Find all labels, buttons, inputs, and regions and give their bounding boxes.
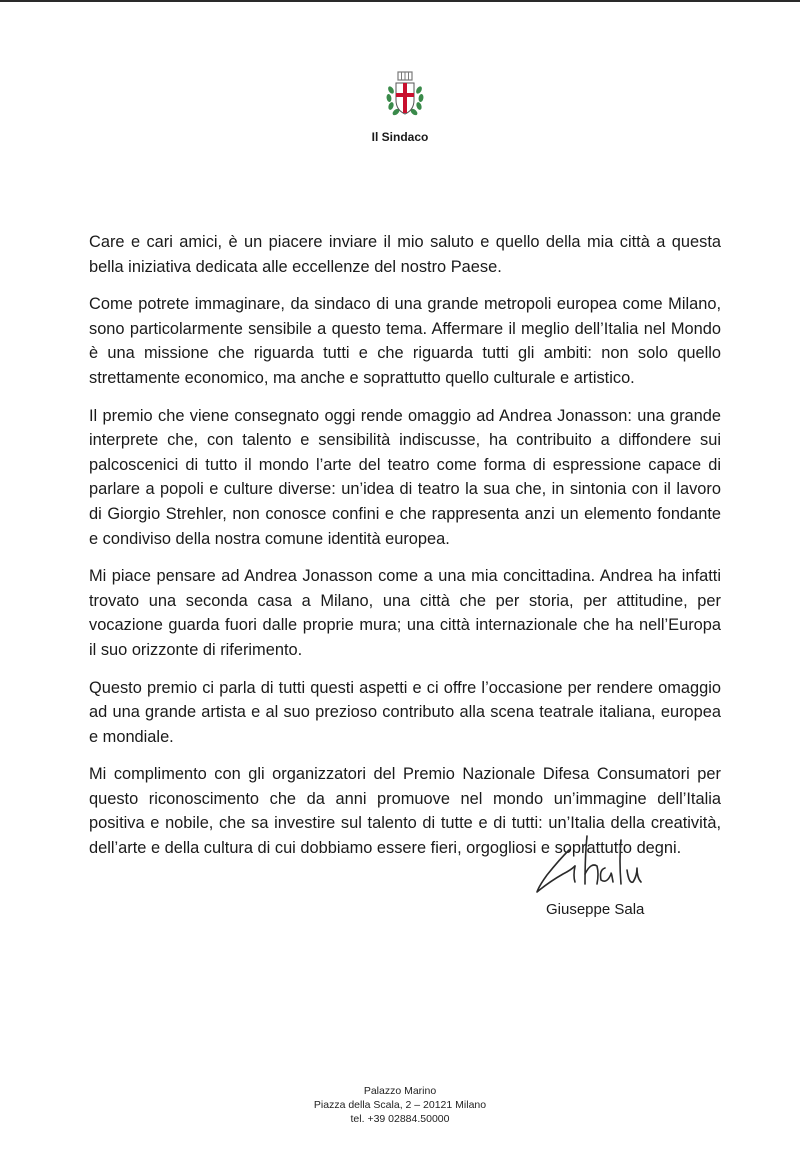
crown-icon [398,72,412,80]
paragraph: Care e cari amici, è un piacere inviare il mio saluto e quello della mia città a questa bella iniziativa dedicata alle eccellenze del nostro Paese. [89,233,721,276]
milan-coat-of-arms-icon [382,70,428,120]
paragraph: Questo premio ci parla di tutti questi aspetti e ci offre l’occasione per rendere omaggio ad una grande artista e al suo prezioso contributo alla scena teatrale italiana, europea e mondiale. [89,678,721,746]
paragraph: Mi piace pensare ad Andrea Jonasson come a una mia concittadina. Andrea ha infatti trovato una seconda casa a Milano, una città che per storia, per attitudine, per vocazione guarda fuori dalle proprie mura; una città internazionale che ha nell’Europa il suo orizzonte di riferimento. [89,567,721,659]
footer-street: Piazza della Scala, 2 – 20121 Milano [313,1099,487,1111]
signer-name: Giuseppe Sala [546,901,645,918]
paragraph: Come potrete immaginare, da sindaco di una grande metropoli europea come Milano, sono particolarmente sensibile a questo tema. Affermare il meglio dell’Italia nel Mondo è una missione che riguarda tutti e che riguarda tutti gli ambiti: non solo quello strettamente economico, ma anche e soprattutto quello culturale e artistico. [89,295,721,387]
office-title: Il Sindaco [371,130,429,144]
footer-phone: tel. +39 02884.50000 [350,1113,450,1125]
paragraph: Mi complimento con gli organizzatori del Premio Nazionale Difesa Consumatori per questo riconoscimento che da anni promuove nel mondo un’immagine dell’Italia positiva e nobile, che sa investire sul talento di tutte e di tutti: un’Italia della creatività, dell’arte e della cultura di cui dobbiamo essere fieri, orgogliosi e soprattutto degni. [89,765,721,858]
handwritten-signature [529,830,659,900]
footer-building: Palazzo Marino [363,1085,437,1097]
paragraph: Il premio che viene consegnato oggi rende omaggio ad Andrea Jonasson: una grande interprete che, con talento e sensibilità indiscusse, ha contribuito a diffondere sui palcoscenici di tutto il mondo l’arte del teatro come forma di espressione capace di parlare a popoli e culture diverse: un’idea di teatro la sua che, in sintonia con il lavoro di Giorgio Strehler, non conosce confini e che rappresenta anzi un elemento fondante e condiviso della nostra comune identità europea. [89,406,721,548]
footer-address [0,1084,800,1126]
shield-icon [396,83,414,114]
letter-body [89,230,721,874]
top-border [0,0,800,2]
